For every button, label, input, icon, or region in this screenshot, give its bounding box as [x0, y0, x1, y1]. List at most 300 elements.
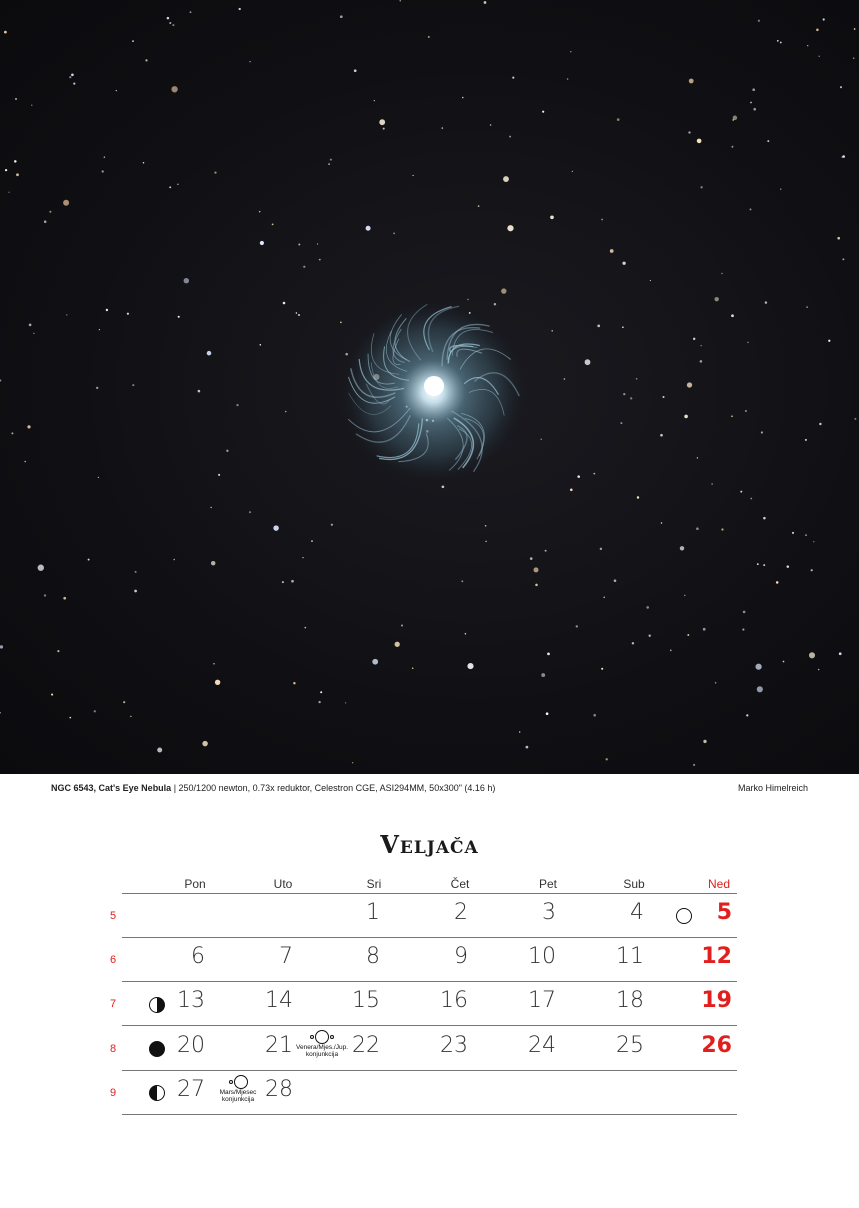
star — [533, 567, 538, 572]
star — [853, 57, 855, 59]
star — [485, 541, 487, 543]
star — [236, 404, 238, 406]
star — [680, 546, 684, 550]
star — [401, 624, 403, 626]
new-moon-icon — [149, 1041, 165, 1057]
star — [743, 611, 746, 614]
star — [467, 299, 468, 300]
star — [755, 664, 761, 670]
star — [842, 258, 844, 260]
star — [697, 139, 702, 144]
star — [700, 360, 703, 363]
star — [530, 557, 533, 560]
day-cell: 21 — [265, 1033, 293, 1058]
star — [519, 731, 520, 732]
star — [311, 540, 313, 542]
star — [214, 172, 216, 174]
star — [780, 188, 781, 189]
star — [102, 170, 104, 172]
star — [412, 668, 413, 669]
star — [0, 645, 3, 648]
star — [732, 119, 734, 121]
star — [758, 20, 760, 22]
star — [132, 384, 134, 386]
star — [828, 340, 830, 342]
star — [854, 418, 856, 420]
star — [383, 128, 385, 130]
day-cell-sunday: 5 — [716, 900, 732, 925]
day-cell: 22 — [352, 1033, 380, 1058]
star — [202, 741, 207, 746]
star — [649, 635, 651, 637]
star — [715, 297, 719, 301]
header-tue: Uto — [273, 877, 293, 891]
nebula-core — [424, 376, 444, 396]
day-cell: 17 — [528, 988, 556, 1013]
day-cell-sunday: 26 — [701, 1033, 732, 1058]
star — [27, 425, 30, 428]
star — [395, 642, 400, 647]
star — [545, 550, 547, 552]
star — [283, 302, 286, 305]
star — [603, 597, 605, 599]
star — [218, 474, 220, 476]
star — [211, 561, 215, 565]
star — [57, 650, 59, 652]
photo-caption — [51, 783, 495, 793]
star — [606, 758, 608, 760]
star — [285, 411, 287, 413]
star — [765, 301, 767, 303]
star — [750, 102, 752, 104]
star — [291, 580, 294, 583]
week-number: 5 — [109, 910, 117, 922]
header-fri: Pet — [538, 877, 557, 891]
star — [379, 119, 385, 125]
star — [509, 136, 511, 138]
day-cell: 9 — [454, 944, 468, 969]
star — [807, 45, 808, 46]
star — [98, 477, 99, 478]
star — [132, 40, 134, 42]
star — [854, 28, 856, 30]
star — [693, 338, 695, 340]
star — [441, 127, 443, 129]
star — [127, 313, 129, 315]
star — [819, 423, 821, 425]
star — [38, 565, 44, 571]
star — [374, 100, 375, 101]
star — [490, 124, 491, 125]
star — [130, 716, 131, 717]
star — [354, 69, 357, 72]
star — [614, 579, 617, 582]
star — [259, 211, 261, 213]
star — [805, 534, 807, 536]
star — [44, 220, 47, 223]
star — [601, 219, 603, 221]
caption-detail: | 250/1200 newton, 0.73x reduktor, Celestron CGE, ASI294MM, 50x300" (4.16 h) — [171, 783, 496, 793]
star — [687, 634, 689, 636]
star — [570, 488, 573, 491]
star — [541, 673, 545, 677]
day-cell: 7 — [279, 944, 293, 969]
day-cell-sunday: 19 — [701, 988, 732, 1013]
divider — [122, 1070, 737, 1071]
star — [646, 606, 649, 609]
star — [484, 1, 487, 4]
star — [169, 186, 171, 188]
star — [393, 233, 395, 235]
star — [172, 24, 174, 26]
star — [167, 17, 170, 20]
day-cell: 25 — [616, 1033, 644, 1058]
month-title: Veljača — [380, 830, 479, 859]
star — [703, 628, 706, 631]
star — [593, 473, 595, 475]
star — [104, 156, 106, 158]
day-cell: 6 — [191, 944, 205, 969]
star — [688, 131, 690, 133]
star — [134, 590, 137, 593]
day-cell: 13 — [177, 988, 205, 1013]
star — [63, 200, 69, 206]
star — [711, 483, 713, 485]
star — [650, 280, 651, 281]
star — [273, 525, 278, 530]
star — [763, 517, 766, 520]
star — [478, 205, 480, 207]
star — [662, 396, 664, 398]
star — [684, 415, 688, 419]
first-quarter-icon — [149, 997, 165, 1013]
star — [282, 581, 284, 583]
star — [660, 434, 663, 437]
star — [597, 325, 600, 328]
conjunction-label: Mars/Mjesec — [219, 1089, 257, 1096]
star — [750, 208, 752, 210]
star — [465, 633, 467, 635]
star — [721, 528, 723, 530]
star — [745, 410, 747, 412]
star — [226, 450, 228, 452]
star — [106, 309, 108, 311]
star — [0, 379, 1, 381]
star — [198, 390, 201, 393]
star — [617, 118, 620, 121]
star — [787, 565, 790, 568]
star — [69, 717, 71, 719]
star — [442, 485, 445, 488]
star — [689, 79, 694, 84]
header-sat: Sub — [623, 877, 645, 891]
star — [462, 97, 464, 99]
star — [207, 351, 212, 356]
day-cell: 3 — [542, 900, 556, 925]
star — [577, 475, 580, 478]
star — [293, 682, 295, 684]
star — [776, 581, 779, 584]
star — [630, 397, 632, 399]
star — [340, 15, 343, 18]
star — [780, 42, 782, 44]
header-wed: Sri — [366, 877, 382, 891]
star — [818, 669, 820, 671]
star — [541, 439, 542, 440]
day-cell: 4 — [630, 900, 644, 925]
star — [783, 661, 785, 663]
star — [340, 322, 342, 324]
star — [184, 278, 189, 283]
star — [767, 140, 769, 142]
star — [570, 51, 571, 52]
day-cell: 15 — [352, 988, 380, 1013]
star — [742, 629, 744, 631]
day-cell: 11 — [616, 944, 644, 969]
star — [320, 691, 322, 693]
star — [806, 306, 808, 308]
star — [303, 266, 305, 268]
star — [746, 714, 748, 716]
star — [71, 73, 74, 76]
star — [693, 764, 695, 766]
star — [567, 78, 569, 80]
star — [600, 548, 602, 550]
star — [5, 169, 7, 171]
photo-credit: Marko Himelreich — [737, 783, 808, 793]
full-moon-icon — [676, 908, 692, 924]
star — [507, 225, 513, 231]
star — [0, 712, 1, 714]
star — [564, 378, 566, 380]
star — [213, 663, 215, 665]
star — [661, 522, 662, 523]
star — [319, 259, 321, 261]
star — [750, 498, 752, 500]
star — [670, 650, 672, 652]
day-cell: 28 — [265, 1077, 293, 1102]
star — [550, 215, 554, 219]
star — [178, 316, 180, 318]
star — [546, 712, 549, 715]
star — [29, 324, 32, 327]
star — [400, 0, 401, 1]
star — [412, 175, 413, 176]
star — [366, 226, 371, 231]
star — [145, 59, 147, 61]
day-cell: 18 — [616, 988, 644, 1013]
star — [331, 524, 333, 526]
star — [372, 659, 378, 665]
star — [461, 580, 463, 582]
star — [501, 288, 506, 293]
divider — [122, 1114, 737, 1115]
star — [761, 431, 763, 433]
star — [15, 98, 17, 100]
star — [572, 171, 573, 172]
star — [837, 237, 840, 240]
star — [547, 653, 550, 656]
day-cell: 8 — [366, 944, 380, 969]
conjunction-label: konjunkcija — [221, 1096, 255, 1103]
star — [819, 56, 820, 57]
star — [601, 668, 603, 670]
star — [171, 86, 177, 92]
star — [49, 211, 51, 213]
star — [684, 595, 685, 596]
star — [318, 701, 320, 703]
star — [260, 241, 264, 245]
star — [703, 740, 706, 743]
star — [576, 625, 578, 627]
star — [298, 244, 300, 246]
star — [740, 491, 742, 493]
star — [823, 18, 825, 20]
star — [249, 61, 251, 63]
star — [44, 594, 46, 596]
star — [51, 694, 53, 696]
star — [31, 105, 32, 106]
star — [757, 563, 759, 565]
star — [63, 597, 66, 600]
star — [551, 330, 552, 331]
star — [302, 557, 303, 558]
divider — [122, 937, 737, 938]
week-number: 9 — [109, 1087, 117, 1099]
star — [805, 439, 807, 441]
star — [123, 701, 125, 703]
star — [304, 627, 306, 629]
star — [637, 496, 639, 498]
star — [249, 511, 251, 513]
star — [296, 312, 298, 314]
star — [696, 527, 699, 530]
star — [190, 11, 192, 13]
conjunction-label: Venera/Mjes./Jup. — [295, 1044, 349, 1051]
star — [731, 146, 733, 148]
star — [96, 387, 98, 389]
star — [636, 378, 638, 380]
star — [116, 90, 117, 91]
header-sun: Ned — [707, 877, 730, 891]
star — [352, 762, 353, 763]
star — [842, 155, 845, 158]
star — [752, 88, 755, 91]
star — [69, 76, 71, 78]
star — [811, 569, 813, 571]
star — [33, 333, 34, 334]
star — [687, 382, 692, 387]
star — [345, 702, 346, 703]
divider — [122, 893, 737, 894]
star — [792, 532, 794, 534]
star — [345, 353, 348, 356]
star — [620, 422, 622, 424]
day-cell-sunday: 12 — [701, 944, 732, 969]
star — [526, 746, 529, 749]
star — [839, 652, 842, 655]
week-number: 7 — [109, 998, 117, 1010]
star — [701, 345, 702, 346]
day-cell: 23 — [440, 1033, 468, 1058]
star — [715, 682, 717, 684]
day-cell: 1 — [366, 900, 380, 925]
star — [632, 642, 634, 644]
star — [753, 108, 756, 111]
header-thu: Čet — [450, 877, 470, 891]
star — [697, 457, 698, 458]
star — [585, 359, 591, 365]
star — [330, 159, 332, 161]
star — [298, 314, 300, 316]
star — [14, 160, 17, 163]
star — [210, 507, 211, 508]
star — [317, 243, 318, 244]
star — [177, 184, 178, 185]
star — [813, 541, 814, 542]
star — [157, 748, 162, 753]
star — [731, 415, 733, 417]
star — [593, 714, 596, 717]
week-number: 6 — [109, 954, 117, 966]
day-cell: 24 — [528, 1033, 556, 1058]
conjunction-label: konjunkcija — [305, 1051, 339, 1058]
star — [16, 173, 19, 176]
star — [66, 314, 67, 315]
star — [494, 303, 496, 305]
star — [467, 663, 473, 669]
star — [503, 176, 509, 182]
star — [11, 432, 13, 434]
star — [143, 162, 145, 164]
week-number: 8 — [109, 1043, 117, 1055]
star — [623, 393, 625, 395]
star — [816, 29, 819, 32]
star — [622, 326, 624, 328]
star — [777, 40, 779, 42]
day-cell: 16 — [440, 988, 468, 1013]
star — [135, 571, 137, 573]
star — [700, 186, 702, 188]
star — [757, 686, 763, 692]
star — [169, 22, 171, 24]
star — [260, 344, 262, 346]
star — [4, 31, 7, 34]
star — [542, 111, 544, 113]
star — [173, 559, 175, 561]
divider — [122, 1025, 737, 1026]
conjunction-venus-moon-jupiter — [293, 1030, 351, 1058]
star — [88, 559, 90, 561]
star — [840, 86, 842, 88]
star — [99, 329, 100, 330]
day-cell: 20 — [177, 1033, 205, 1058]
day-cell: 14 — [265, 988, 293, 1013]
star — [622, 262, 625, 265]
header-mon: Pon — [184, 877, 206, 891]
last-quarter-icon — [149, 1085, 165, 1101]
day-cell: 10 — [528, 944, 556, 969]
star — [24, 461, 26, 463]
star — [8, 192, 9, 193]
star — [747, 342, 749, 344]
star — [239, 8, 241, 10]
star — [763, 564, 765, 566]
star — [721, 273, 722, 274]
day-cell: 27 — [177, 1077, 205, 1102]
star — [512, 77, 514, 79]
star — [272, 224, 274, 226]
